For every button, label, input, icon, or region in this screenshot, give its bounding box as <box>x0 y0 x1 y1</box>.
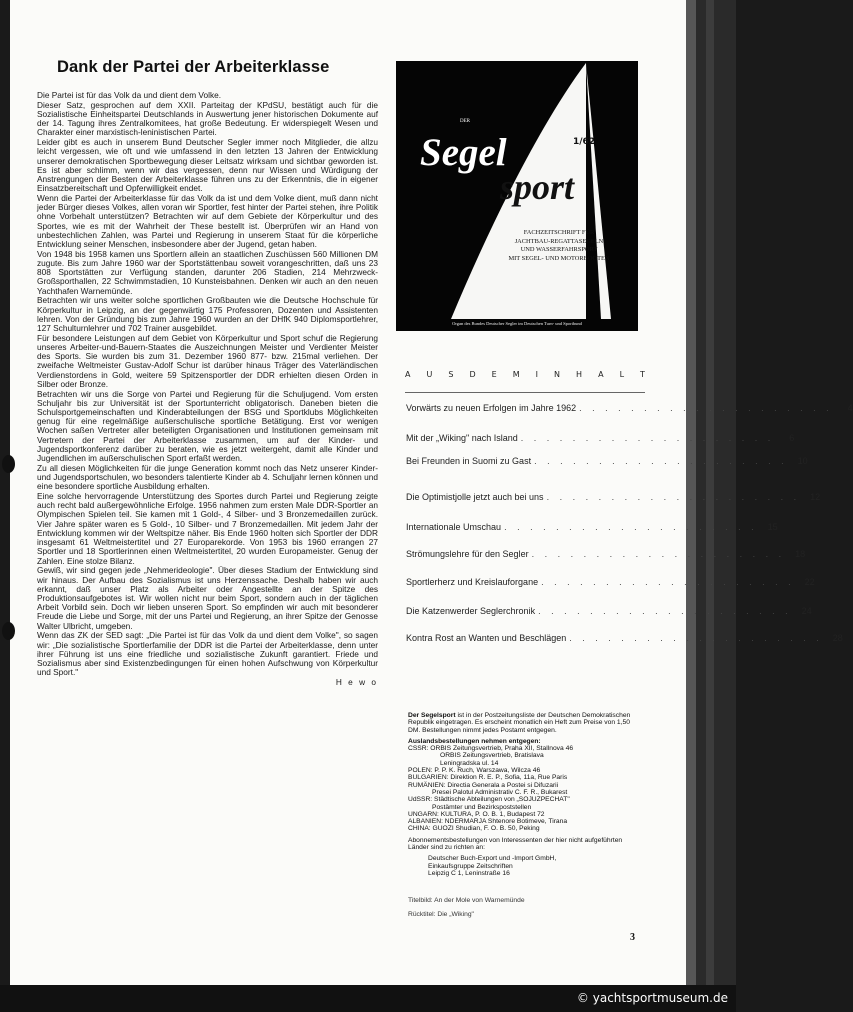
toc-item-title: Die Katzenwerder Seglerchronik <box>406 606 536 616</box>
toc-item-title: Vorwärts zu neuen Erfolgen im Jahre 1962 <box>406 403 577 413</box>
toc-page-number: 18 <box>795 549 806 559</box>
cover-der: DER <box>460 119 470 124</box>
distributor-address: ALBANIEN: NDERMARJA Shtenore Botimeve, Tirana <box>408 818 568 826</box>
toc-leader-dots: . . . . . . . . . . . . . . . . . . . . <box>546 492 801 502</box>
article-paragraph: Leider gibt es auch in unserem Bund Deutscher Segler immer noch Mitglieder, die allzu leicht vergessen, wie oft und wie umfassend in den letzten 13 Jahren der Entwicklung unserer demokratischen Sportbewegung dieser Leitsatz wirksam und sichtbar geworden ist. Es ist aber schlimm, wenn wir das vergessen, denn nur Wissen und Würdigung der Anstrengungen der Besten der Arbeiterklasse führen uns zu der Erkenntnis, die in eigener Einsatzbereitschaft und Opferwilligkeit endet. <box>37 137 378 194</box>
distributor-address: CSSR: ORBIS Zeitungsvertrieb, Praha XII, Stallnova 46 <box>408 745 574 753</box>
subscription-info: Der Segelsport ist in der Postzeitungsliste der Deutschen Demokratischen Republik eingetragen. Es erscheint monatlich ein Heft zum Preise von 1,50 DM. Bestellungen nimmt jedes Postamt entgegen. Auslandsbestellungen nehmen entgegen: CSSR: ORBIS Zeitungsvertrieb, Praha XII, Stallnova 46 ORBIS Zeitungsvertrieb, Bratislava Leningradska ul. 14 POLEN: P. P. K. Ruch, Warszawa, Wilcza 46 BULGARIEN: Direktion R. E. P., Sofia, 11a, Rue Paris RUMÄNIEN: Directia Generala a Postei si Difuzarii Presei Palotul Administrativ C. F. R., Bukarest UdSSR: Städtische Abteilungen von „SOJUZPECHAT" Postämter und Bezirkspoststellen UNGARN: KULTURA, P. O. B. 1, Budapest 72 ALBANIEN: NDERMARJA Shtenore Botimeve, Tirana CHINA: GUOZI Shudian, F. O. B. 50, Peking Abonnementsbestellungen von Interessenten der hier nicht aufgeführten Länder sind zu richten an: Deutscher Buch-Export und -Import GmbH, Einkaufsgruppe Zeitschriften Leipzig C 1, Leninstraße 16 <box>408 712 636 877</box>
toc-heading-letter: D <box>469 370 476 379</box>
toc-page-number: 4 <box>847 403 853 413</box>
article-paragraph: Gewiß, wir sind gegen jede „Nehmerideologie". Über dieses Stadium der Entwicklung sind wir hinaus. Der Aufbau des Sozialismus ist uns Herzenssache. Deshalb haben wir auch erkannt, daß unser Platz als Arbeiter oder Angestellte an der Spitze des Produktionsaufgebotes ist. Wir wollen nicht nur beim Sport, sondern auch in der täglichen Arbeit Vorbild sein. Doch wir lieben unseren Sport. So empfinden wir auch mit besonderer Freude die Liebe und Sorge, mit der uns Partei und Regierung, an ihrer Spitze der Genosse Walter Ulbricht, umgeben. <box>37 565 378 631</box>
toc-item <box>406 633 843 643</box>
magazine-cover <box>396 61 638 331</box>
cover-subtitle: FACHZEITSCHRIFT FÜR JACHTBAU-REGATTASEGELN UND WASSERFAHRSPORT MIT SEGEL- UND MOTORBOOTEN <box>508 229 610 263</box>
toc-item-title: Die Optimistjolle jetzt auch bei uns <box>406 492 544 502</box>
toc-page-number: 6 <box>789 433 795 443</box>
toc-heading-letter: A <box>405 370 411 379</box>
binder-hole-icon <box>2 455 15 473</box>
toc-leader-dots: . . . . . . . . . . . . . . . . . . . . <box>520 433 775 443</box>
distributor-address: Leningradska ul. 14 <box>440 759 499 767</box>
toc-heading-letter: N <box>554 370 561 379</box>
article-paragraph: Dieser Satz, gesprochen auf dem XXII. Parteitag der KPdSU, bestätigt auch für die Sozialistische Einheitspartei Deutschlands in Auswertung jener historischen Dokumente auf der 14. Tagung ihres Zentralkomitees, hat große Bedeutung. Er widerspiegelt Wesen und Charakter einer marxistisch-leninistischen Partei. <box>37 99 378 138</box>
article-paragraph: Für besondere Leistungen auf dem Gebiet von Körperkultur und Sport schuf die Regierung unseres Arbeiter-und-Bauern-Staates die Auszeichnungen Meister und Verdienter Meister des Sports. Sie wurden bis zum 31. Dezember 1960 877- bzw. 215mal verliehen. Der zweifache Weltmeister Gustav-Adolf Schur ist darüber hinaus Träger des Vaterländischen Verdienstordens in Gold, weitere 59 Spitzensportler der DDR erhielten diesen Orden in Silber oder Bronze. <box>37 332 378 389</box>
toc-heading-letter: S <box>448 370 454 379</box>
distributor-address: BULGARIEN: Direktion R. E. P., Sofia, 11a, Rue Paris <box>408 774 568 782</box>
distributor-address: Postämter und Bezirkspoststellen <box>432 803 532 811</box>
toc-leader-dots: . . . . . . . . . . . . . . . . . . . . <box>579 403 833 413</box>
distributor-address: ORBIS Zeitungsvertrieb, Bratislava <box>440 752 544 760</box>
binder-hole-icon <box>2 622 15 640</box>
toc-page-number: 10 <box>797 456 808 466</box>
page-number: 3 <box>630 932 635 943</box>
distributor-address: UdSSR: Städtische Abteilungen von „SOJUZPECHAT" <box>408 796 570 804</box>
toc-item <box>406 492 821 502</box>
toc-item <box>406 433 795 443</box>
toc-item <box>406 577 815 587</box>
toc-leader-dots: . . . . . . . . . . . . . . . . . . . . <box>541 577 795 587</box>
distributor-address: UNGARN: KULTURA, P. O. B. 1, Budapest 72 <box>408 810 545 818</box>
toc-leader-dots: . . . . . . . . . . . . . . . . . . . . <box>504 522 758 532</box>
article-paragraph: Von 1948 bis 1958 kamen uns Sportlern allein an staatlichen Zuschüssen 560 Millionen DM zugute. Bis zum Jahre 1960 war der Sportstättenbau soweit vorangeschritten, daß uns 23 808 Sportstätten zur Verfügung standen, darunter 206 Stadien, 214 Mehrzweck-Großsporthallen, 22 Schwimmstadien, 10 Kunsteisbahnen. Denken wir auch an den neuen Yachthafen Warnemünde. <box>37 248 378 296</box>
toc-leader-dots: . . . . . . . . . . . . . . . . . . . . <box>569 633 823 643</box>
toc-page-number: 24 <box>801 606 812 616</box>
author-signature: H e w o <box>335 676 378 687</box>
toc-item-title: Bei Freunden in Suomi zu Gast <box>406 456 532 466</box>
toc-heading <box>405 370 645 379</box>
article-paragraph: Wenn das ZK der SED sagt: „Die Partei ist für das Volk da und dient dem Volke", so sagen wir: „Die sozialistische Sportlerfamilie der DDR ist die Partei der Arbeiterklasse, denn unter ihrer Führung ist uns eine friedliche und sozialistische Zukunft garantiert. Friede und Sozialismus aber sind Existenzbedingungen für einen hohen Aufschwung von Körperkultur und Sport." <box>37 630 378 678</box>
toc-item-title: Mit der „Wiking" nach Island <box>406 433 518 443</box>
cover-logo-sport: sport <box>500 167 575 207</box>
export-address-line: Einkaufsgruppe Zeitschriften <box>428 862 513 870</box>
toc-item <box>406 403 853 413</box>
toc-item <box>406 522 778 532</box>
toc-heading-letter: A <box>598 370 604 379</box>
distributor-address: Presei Palotul Administrativ C. F. R., Bukarest <box>432 788 568 796</box>
toc-heading-letter: I <box>535 370 539 379</box>
toc-page-number: 12 <box>810 492 821 502</box>
toc-item-title: Internationale Umschau <box>406 522 502 532</box>
toc-leader-dots: . . . . . . . . . . . . . . . . . . . . <box>534 456 788 466</box>
toc-item-title: Sportlerherz und Kreislauforgane <box>406 577 539 587</box>
foreign-orders-heading: Auslandsbestellungen nehmen entgegen: <box>408 737 541 745</box>
article-paragraph: Betrachten wir uns weiter solche sportlichen Großbauten wie die Deutsche Hochschule für Körperkultur in Leipzig, an der gegenwärtig 175 Professoren, Dozenten und Assistenten lehren. Von der Gründung bis zum Jahre 1960 wurden an der DHfK 940 Diplomsportlehrer, 127 Schulturnlehrer und 702 Trainer ausgebildet. <box>37 295 378 334</box>
issue-number: 1/62 <box>573 137 596 147</box>
toc-heading-letter: U <box>426 370 433 379</box>
toc-item <box>406 456 808 466</box>
cover-organ-line: Organ des Bundes Deutscher Segler im Deutschen Turn- und Sportbund <box>452 321 582 326</box>
cover-logo-segel: Segel <box>420 131 507 174</box>
toc-divider <box>405 392 645 393</box>
distributor-address: RUMÄNIEN: Directia Generala a Postei si Difuzarii <box>408 781 559 789</box>
toc-item <box>406 606 812 616</box>
article-body <box>37 91 378 688</box>
watermark: © yachtsportmuseum.de <box>576 991 728 1005</box>
toc-heading-letter: E <box>491 370 497 379</box>
toc-heading-letter: H <box>576 370 583 379</box>
article-paragraph: Wenn die Partei der Arbeiterklasse für das Volk da ist und dem Volke dient, muß dann nicht jeder Bürger dieses Volkes, allen voran wir Sportler, fest hinter der Partei stehen, ihre Politik ohne Vorbehalt unterstützen? Betrachten wir auf dem Gebiete der Körperkultur und des Sportes, wie es mit der Wahrheit der These bestellt ist. Überprüfen wir an Hand von unbestechlichen Zahlen, was Partei und Regierung in unserem Staat für die körperliche Entwicklung seiner Menschen, insbesondere aber der Jugend, getan haben. <box>37 193 378 250</box>
toc-item-title: Kontra Rost an Wanten und Beschlägen <box>406 633 567 643</box>
toc-heading-letter: L <box>619 370 625 379</box>
toc-leader-dots: . . . . . . . . . . . . . . . . . . . . <box>538 606 792 616</box>
toc-heading-letter: M <box>512 370 520 379</box>
cover-caption: Titelbild: An der Mole von Warnemünde <box>408 897 525 904</box>
article-paragraph: Eine solche hervorragende Unterstützung des Sportes durch Partei und Regierung zeigte auch recht bald außergewöhnliche Erfolge. 1956 nahmen zum ersten Male DDR-Sportler an Olympischen Spielen teil. Sie kamen mit 1 Gold-, 4 Silber- und 3 Bronzemedaillen zurück. Vier Jahre später waren es 5 Gold-, 10 Silber- und 7 Bronzemedaillen. Mit jedem Jahr der Entwicklung kommen wir der Weltspitze näher. Bis Ende 1960 holten sich Sportler der DDR insgesamt 61 Weltmeistertitel und 27 Europarekorde. Von 1953 bis 1960 errangen 27 Sportler und 18 Sportlerinnen einen Weltmeistertitel, 20 wurden Europameister. Genug der Zahlen. Eine stolze Bilanz. <box>37 491 378 566</box>
export-address-line: Deutscher Buch-Export und -Import GmbH, <box>428 855 557 863</box>
article-title: Dank der Partei der Arbeiterklasse <box>57 58 330 76</box>
toc-page-number: 15 <box>767 522 778 532</box>
article-paragraph: Zu all diesen Möglichkeiten für die junge Generation kommt noch das Netz unserer Kinder- und Jugendsportschulen, wo besonders talentierte Kinder ab 4. Schuljahr lernen können und eine besondere sportliche Ausbildung erhalten. <box>37 462 378 492</box>
toc-heading-letter: T <box>640 370 645 379</box>
export-address-line: Leipzig C 1, Leninstraße 16 <box>428 869 510 877</box>
distributor-address: CHINA: GUOZI Shudian, F. O. B. 50, Peking <box>408 825 540 833</box>
article-paragraph: Betrachten wir uns die Sorge von Partei und Regierung für die Schuljugend. Vom ersten Schuljahr bis zur Universität ist der Sportunterricht obligatorisch. Daneben bieten die Schulsportgemeinschaften und Kinderabteilungen der BSG und Sportklubs Möglichkeiten genug für eine regelmäßige außerschulische sportliche Betätigung. Erst vor wenigen Wochen saßen Vertreter aller beteiligten Organisationen und Institutionen gemeinsam mit Vertretern der Partei der Arbeiterklasse zusammen, um auf der Kinder- und Jugendsportkonferenz darüber zu beraten, wie es jetzt weitergeht, damit alle Kinder und Jugendlichen im außerschulischen Sport erfaßt werden. <box>37 388 378 464</box>
article-paragraph: Die Partei ist für das Volk da und dient dem Volke. <box>37 90 222 100</box>
toc-item-title: Strömungslehre für den Segler <box>406 549 529 559</box>
toc-item <box>406 549 806 559</box>
toc-leader-dots: . . . . . . . . . . . . . . . . . . . . <box>531 549 786 559</box>
toc-page-number: 28 <box>832 633 843 643</box>
toc-page-number: 22 <box>804 577 815 587</box>
back-cover-caption: Rücktitel: Die „Wiking" <box>408 911 474 918</box>
distributor-address: POLEN: P. P. K. Ruch, Warszawa, Wilcza 46 <box>408 767 541 775</box>
